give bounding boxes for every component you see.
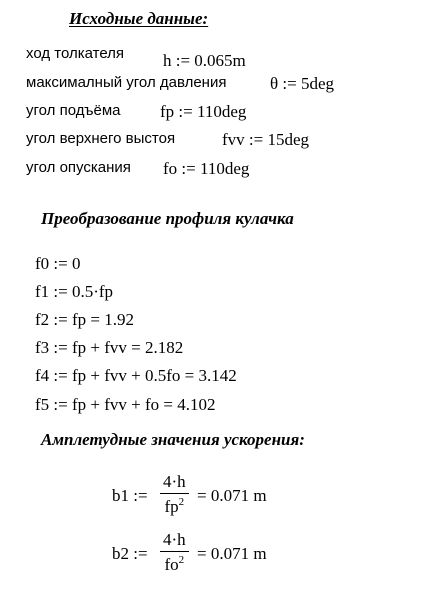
heading-cam-profile-transform: Преобразование профиля кулачка [41, 209, 294, 228]
formula-upper-dwell-angle: fvv := 15deg [222, 130, 310, 149]
fraction-b2 [160, 531, 189, 573]
formula-b2-lhs: b2 := [112, 544, 148, 563]
heading-acceleration-amplitudes: Амплетудные значения ускорения: [41, 430, 305, 449]
label-rise-angle: угол подъёма [26, 102, 121, 119]
formula-b1-result: = 0.071 m [197, 486, 267, 505]
fraction-b1-denominator [162, 494, 188, 515]
formula-f0: f0 := 0 [35, 254, 81, 273]
fraction-b1 [160, 473, 189, 515]
formula-fall-angle: fo := 110deg [163, 159, 250, 178]
formula-f3: f3 := fp + fvv = 2.182 [35, 338, 184, 357]
formula-follower-stroke: h := 0.065m [163, 51, 246, 70]
formula-b1-lhs: b1 := [112, 486, 148, 505]
formula-max-pressure-angle: θ := 5deg [270, 74, 334, 93]
fraction-b2-exponent: 2 [178, 554, 185, 566]
formula-b2-result: = 0.071 m [197, 544, 267, 563]
fraction-b2-denominator [162, 552, 188, 573]
formula-f2: f2 := fp = 1.92 [35, 310, 134, 329]
label-max-pressure-angle: максималный угол давления [26, 74, 227, 91]
label-follower-stroke: ход толкателя [26, 45, 125, 62]
fraction-b2-denominator-base: fo [164, 555, 179, 574]
formula-f1: f1 := 0.5·fp [35, 282, 114, 301]
fraction-b1-numerator: 4·h [163, 472, 186, 491]
formula-rise-angle: fp := 110deg [160, 102, 247, 121]
formula-f4: f4 := fp + fvv + 0.5fo = 3.142 [35, 366, 237, 385]
formula-f5: f5 := fp + fvv + fo = 4.102 [35, 395, 216, 414]
fraction-b1-exponent: 2 [178, 496, 185, 508]
label-upper-dwell-angle: угол верхнего выстоя [26, 130, 176, 147]
fraction-b1-denominator-base: fp [164, 497, 179, 516]
fraction-b2-numerator: 4·h [163, 530, 186, 549]
heading-initial-data: Исходные данные: [69, 9, 209, 28]
label-fall-angle: угол опускания [26, 159, 131, 176]
